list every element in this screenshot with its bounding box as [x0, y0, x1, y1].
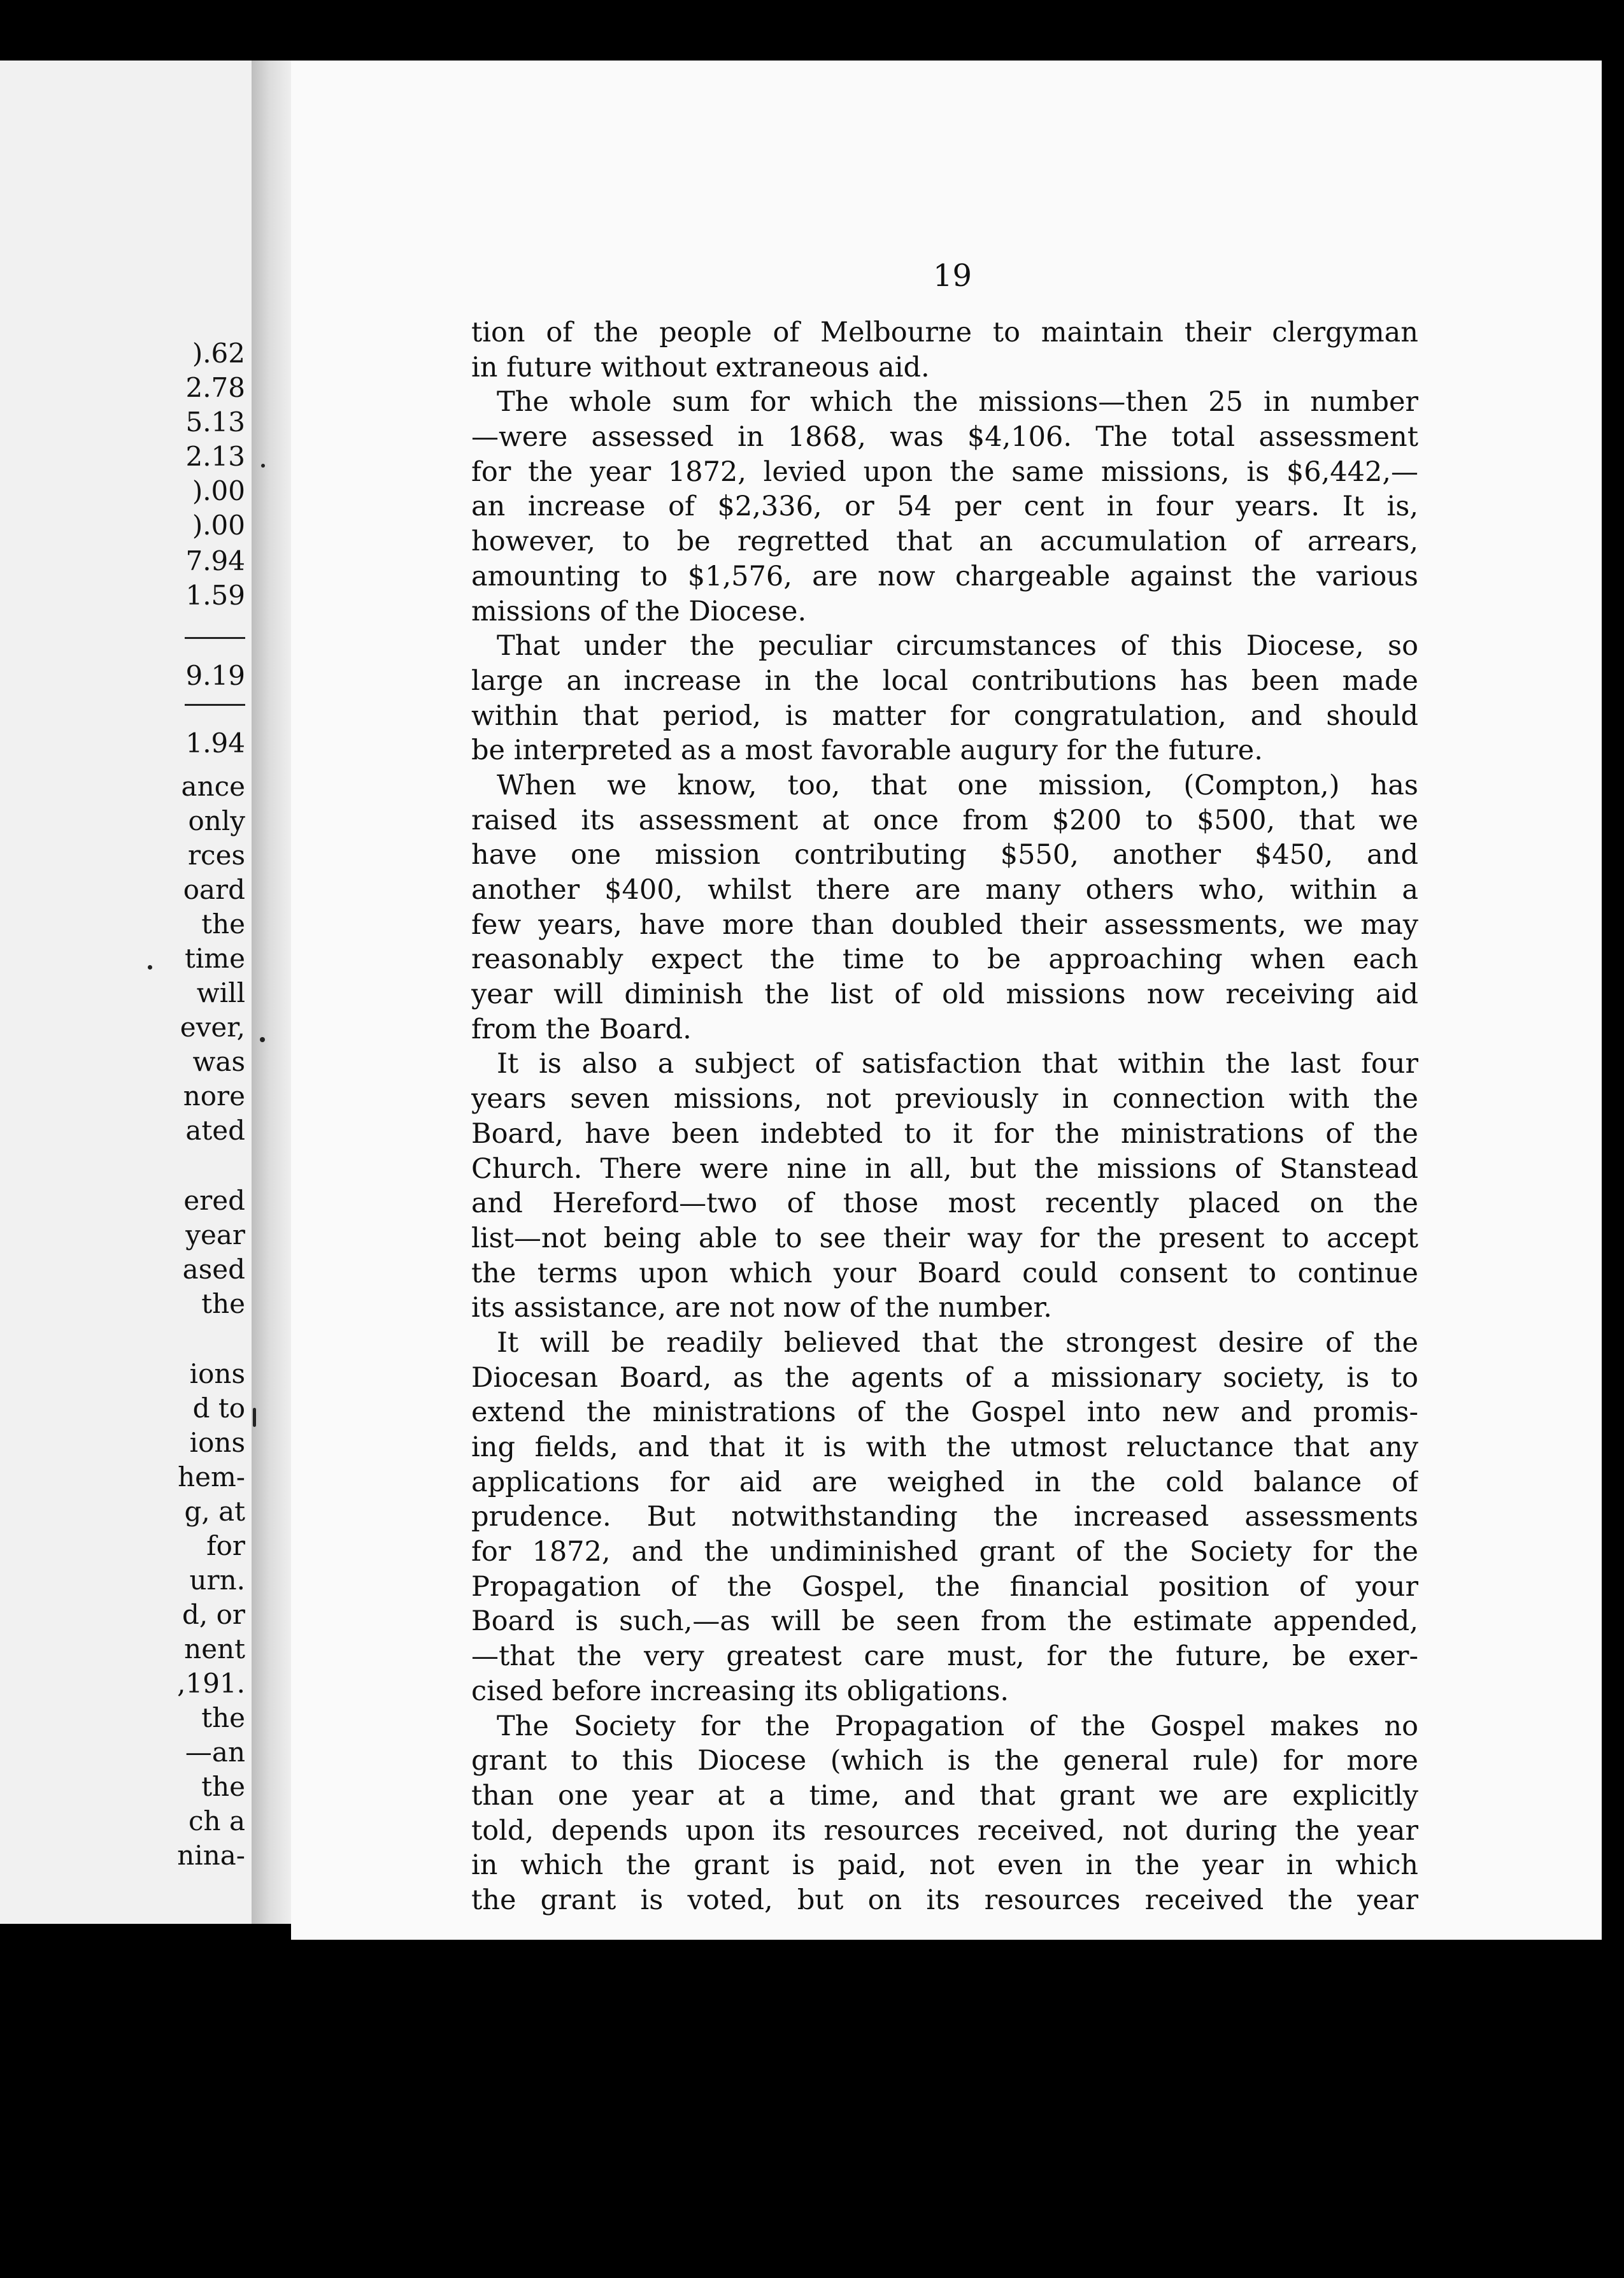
text-line: for 1872, and the undiminished grant of the Society for the: [471, 1536, 1418, 1568]
text-line: It is also a subject of satisfaction that within the last four: [497, 1048, 1418, 1080]
text-line: year will diminish the list of old missions now receiving aid: [471, 978, 1418, 1011]
text-line: for the year 1872, levied upon the same missions, is $6,442,—: [471, 455, 1418, 488]
text-line: however, to be regretted that an accumulation of arrears,: [471, 526, 1418, 558]
margin-fragment-line: time: [185, 943, 245, 974]
margin-fragment-line: ance: [181, 771, 245, 802]
margin-fragment-line: ).00: [192, 510, 245, 541]
text-line: Board is such,—as will be seen from the estimate appended,: [471, 1605, 1418, 1638]
text-line: in future without extraneous aid.: [471, 351, 930, 383]
text-line: cised before increasing its obligations.: [471, 1675, 1009, 1707]
margin-fragment-line: ions: [189, 1427, 245, 1458]
speck: [260, 1037, 265, 1042]
margin-fragment-line: the: [201, 1288, 245, 1319]
total-rule: [185, 637, 245, 639]
margin-fragment-line: nent: [184, 1633, 245, 1665]
margin-fragment-line: d, or: [182, 1599, 245, 1630]
text-line: list—not being able to see their way for the present to accept: [471, 1222, 1418, 1254]
margin-fragment-line: the: [201, 1771, 245, 1802]
facing-page-fragment: [0, 61, 252, 1924]
margin-fragment-line: rces: [187, 840, 245, 871]
margin-fragment-line: 2.78: [185, 372, 245, 403]
text-line: years seven missions, not previously in connection with the: [471, 1083, 1418, 1115]
text-line: an increase of $2,336, or 54 per cent in four years. It is,: [471, 491, 1418, 523]
text-line: When we know, too, that one mission, (Compton,) has: [497, 769, 1418, 801]
text-line: few years, have more than doubled their assessments, we may: [471, 908, 1418, 941]
text-line: grant to this Diocese (which is the general rule) for more: [471, 1745, 1418, 1777]
book-gutter: [252, 61, 291, 1924]
text-line: and Hereford—two of those most recently placed on the: [471, 1187, 1418, 1220]
margin-fragment-line: ).62: [192, 338, 245, 369]
text-line: than one year at a time, and that grant we are explicitly: [471, 1779, 1418, 1812]
margin-fragment-line: nina-: [177, 1840, 245, 1871]
margin-fragment-line: ,191.: [177, 1668, 245, 1699]
text-line: The whole sum for which the missions—then 25 in number: [497, 386, 1418, 419]
text-line: raised its assessment at once from $200 to $500, that we: [471, 804, 1418, 836]
margin-fragment-line: 2.13: [185, 441, 245, 472]
margin-fragment-line: 1.59: [185, 580, 245, 611]
text-line: be interpreted as a most favorable augury for the future.: [471, 734, 1263, 767]
margin-fragment-line: nore: [183, 1080, 245, 1112]
text-line: another $400, whilst there are many others who, within a: [471, 874, 1418, 906]
margin-fragment-line: ated: [185, 1115, 245, 1146]
text-line: the terms upon which your Board could consent to continue: [471, 1257, 1418, 1289]
margin-fragment-line: ions: [189, 1358, 245, 1389]
text-line: applications for aid are weighed in the cold balance of: [471, 1466, 1418, 1498]
speck: [261, 464, 265, 468]
margin-fragment-line: ch a: [189, 1805, 245, 1837]
margin-fragment-line: ever,: [180, 1012, 245, 1043]
text-line: within that period, is matter for congratulation, and should: [471, 699, 1418, 732]
margin-fragment-line: —an: [185, 1737, 245, 1768]
text-line: extend the ministrations of the Gospel into new and promis-: [471, 1396, 1418, 1429]
margin-fragment-line: only: [188, 805, 245, 836]
margin-fragment-line: was: [192, 1046, 245, 1077]
text-line: reasonably expect the time to be approaching when each: [471, 943, 1418, 976]
margin-fragment-line: year: [185, 1219, 245, 1250]
margin-fragment-line: the: [201, 908, 245, 940]
margin-fragment-line: 5.13: [185, 406, 245, 438]
speck: [253, 1408, 256, 1427]
margin-fragment-line: ).00: [192, 475, 245, 506]
margin-fragment-line: the: [201, 1702, 245, 1733]
margin-fragment-line: ased: [182, 1254, 245, 1285]
text-line: large an increase in the local contributions has been made: [471, 664, 1418, 697]
text-line: Diocesan Board, as the agents of a missionary society, is to: [471, 1361, 1418, 1394]
margin-fragment-line: oard: [183, 874, 245, 905]
text-line: the grant is voted, but on its resources received the year: [471, 1884, 1418, 1916]
text-line: ing fields, and that it is with the utmost reluctance that any: [471, 1431, 1418, 1463]
text-line: missions of the Diocese.: [471, 595, 807, 627]
text-line: its assistance, are not now of the number.: [471, 1292, 1052, 1324]
margin-fragment-line: ered: [183, 1185, 245, 1216]
text-line: from the Board.: [471, 1013, 692, 1045]
margin-fragment-line: 7.94: [185, 545, 245, 577]
margin-fragment-line: will: [196, 977, 245, 1008]
text-line: It will be readily believed that the strongest desire of the: [497, 1326, 1418, 1359]
total-rule: [185, 704, 245, 706]
margin-fragment-line: for: [206, 1530, 245, 1561]
text-line: —that the very greatest care must, for the future, be exer-: [471, 1640, 1418, 1673]
text-line: have one mission contributing $550, another $450, and: [471, 839, 1418, 871]
body-text: [471, 315, 1418, 1918]
margin-fragment-line: urn.: [189, 1565, 245, 1596]
text-line: Church. There were nine in all, but the missions of Stanstead: [471, 1152, 1418, 1185]
margin-fragment-line: hem-: [178, 1461, 245, 1493]
margin-fragment-line: d to: [192, 1393, 245, 1424]
speck: [148, 965, 152, 970]
text-line: prudence. But notwithstanding the increased assessments: [471, 1501, 1418, 1533]
text-line: in which the grant is paid, not even in the year in which: [471, 1849, 1418, 1882]
text-line: Board, have been indebted to it for the ministrations of the: [471, 1117, 1418, 1150]
page: [291, 61, 1602, 1940]
text-line: That under the peculiar circumstances of this Diocese, so: [497, 630, 1418, 663]
text-line: Propagation of the Gospel, the financial position of your: [471, 1570, 1418, 1603]
margin-fragment-line: 9.19: [185, 660, 245, 691]
page-number: 19: [933, 258, 972, 294]
margin-fragment-line: 1.94: [185, 727, 245, 759]
text-line: told, depends upon its resources received, not during the year: [471, 1814, 1418, 1847]
text-line: —were assessed in 1868, was $4,106. The total assessment: [471, 421, 1418, 454]
text-line: tion of the people of Melbourne to maintain their clergyman: [471, 317, 1418, 348]
text-line: amounting to $1,576, are now chargeable against the various: [471, 560, 1418, 592]
margin-fragment-line: g, at: [184, 1496, 245, 1527]
text-line: The Society for the Propagation of the Gospel makes no: [497, 1710, 1418, 1742]
